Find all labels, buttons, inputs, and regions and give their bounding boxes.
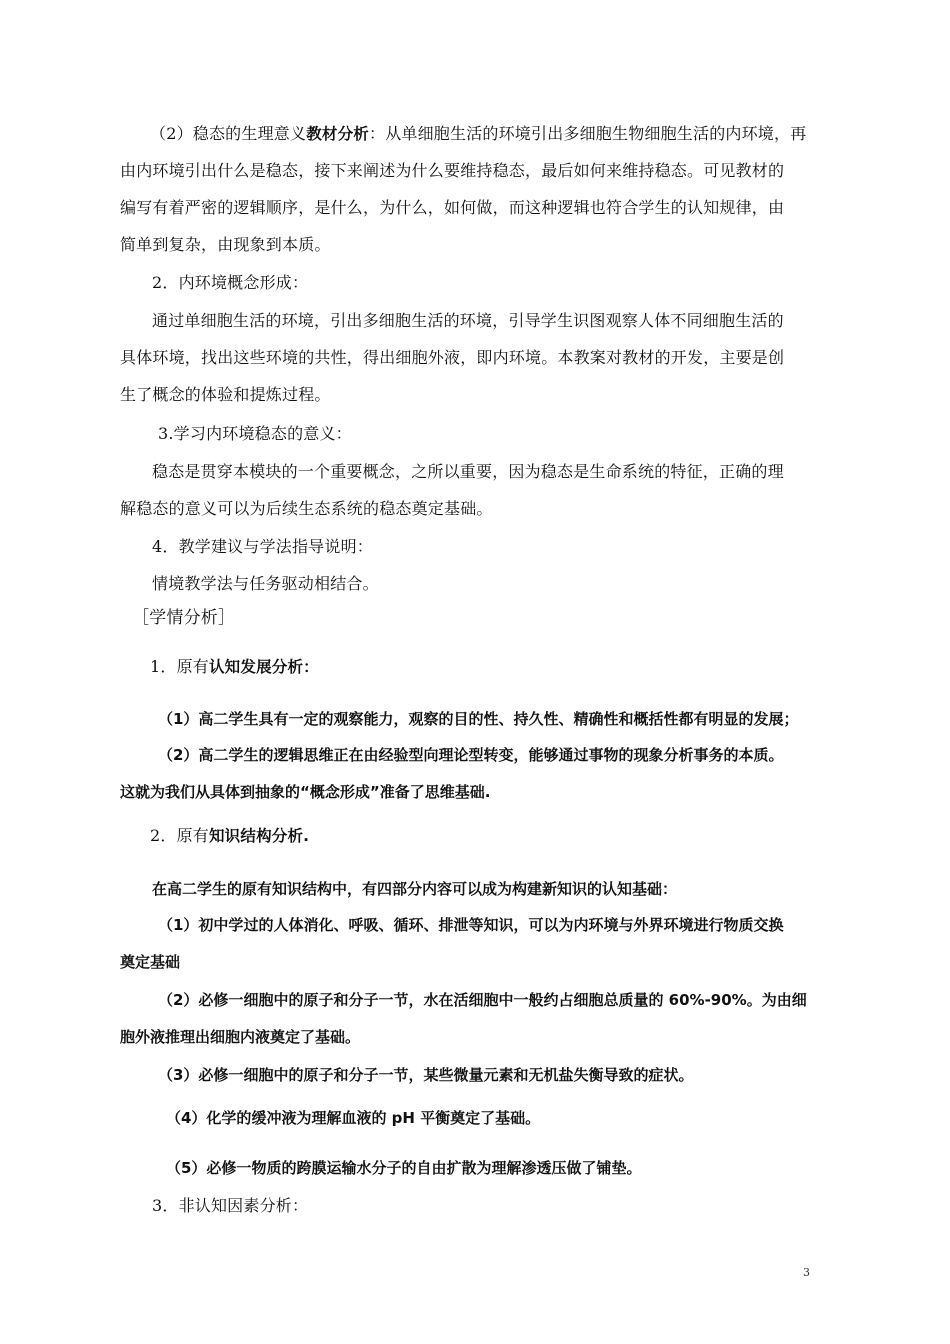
paragraph-line: 由内环境引出什么是稳态，接下来阐述为什么要维持稳态，最后如何来维持稳态。可见教材的 (120, 161, 785, 180)
list-item-line: （3）必修一细胞中的原子和分子一节，某些微量元素和无机盐失衡导致的症状。 (158, 1066, 694, 1084)
page-number: 3 (803, 1266, 810, 1279)
list-item-line: 胞外液推理出细胞内液奠定了基础。 (120, 1028, 361, 1046)
text-run: ：从单细胞生活的环境引出多细胞生物细胞生活的内环境，再 (369, 124, 807, 143)
paragraph-line: 生了概念的体验和提炼过程。 (120, 385, 331, 404)
text-run: 1．原有 (150, 657, 209, 676)
paragraph-line: （2）高二学生的逻辑思维正在由经验型向理论型转变，能够通过事物的现象分析事务的本质。 (158, 746, 784, 764)
bold-run: 知识结构分析. (208, 827, 310, 845)
paragraph-line: 通过单细胞生活的环境，引出多细胞生活的环境，引导学生识图观察人体不同细胞生活的 (152, 311, 784, 330)
list-item-line: 奠定基础 (120, 953, 181, 971)
subheading: 2．内环境概念形成： (152, 273, 309, 292)
subheading: 3．非认知因素分析： (152, 1196, 309, 1215)
paragraph-line: 编写有着严密的逻辑顺序，是什么，为什么，如何做，而这种逻辑也符合学生的认知规律，由 (120, 198, 785, 217)
subheading: 3.学习内环境稳态的意义： (158, 424, 352, 443)
bold-run: 教材分析 (306, 125, 369, 143)
paragraph-line: 简单到复杂，由现象到本质。 (120, 235, 331, 254)
list-item-line: （2）必修一细胞中的原子和分子一节，水在活细胞中一般约占细胞总质量的 60%-90%。为由细 (158, 991, 807, 1009)
paragraph-line: 在高二学生的原有知识结构中，有四部分内容可以成为构建新知识的认知基础： (152, 880, 678, 898)
list-item-line: （4）化学的缓冲液为理解血液的 pH 平衡奠定了基础。 (166, 1109, 541, 1127)
paragraph-line: 具体环境，找出这些环境的共性，得出细胞外液，即内环境。本教案对教材的开发，主要是创 (120, 348, 785, 367)
section-title: ［学情分析］ (132, 608, 236, 628)
paragraph-line: 这就为我们从具体到抽象的“概念形成”准备了思维基础. (120, 783, 491, 801)
paragraph-line: 解稳态的意义可以为后续生态系统的稳态奠定基础。 (120, 499, 493, 518)
subheading (150, 657, 319, 677)
bold-run: 认知发展分析： (208, 658, 319, 676)
list-item-line: （1）初中学过的人体消化、呼吸、循环、排泄等知识，可以为内环境与外界环境进行物质交换 (158, 916, 784, 934)
text-run: （2）稳态的生理意义 (150, 124, 307, 143)
subheading: 4．教学建议与学法指导说明： (152, 537, 373, 556)
paragraph-line: 情境教学法与任务驱动相结合。 (152, 574, 379, 593)
text-run: 2．原有 (150, 826, 209, 845)
subheading (150, 826, 309, 846)
paragraph-line (150, 124, 806, 144)
paragraph-line: （1）高二学生具有一定的观察能力，观察的目的性、持久性、精确性和概括性都有明显的发展； (158, 710, 799, 728)
paragraph-line: 稳态是贯穿本模块的一个重要概念，之所以重要，因为稳态是生命系统的特征，正确的理 (152, 462, 784, 481)
list-item-line: （5）必修一物质的跨膜运输水分子的自由扩散为理解渗透压做了铺垫。 (166, 1159, 642, 1177)
